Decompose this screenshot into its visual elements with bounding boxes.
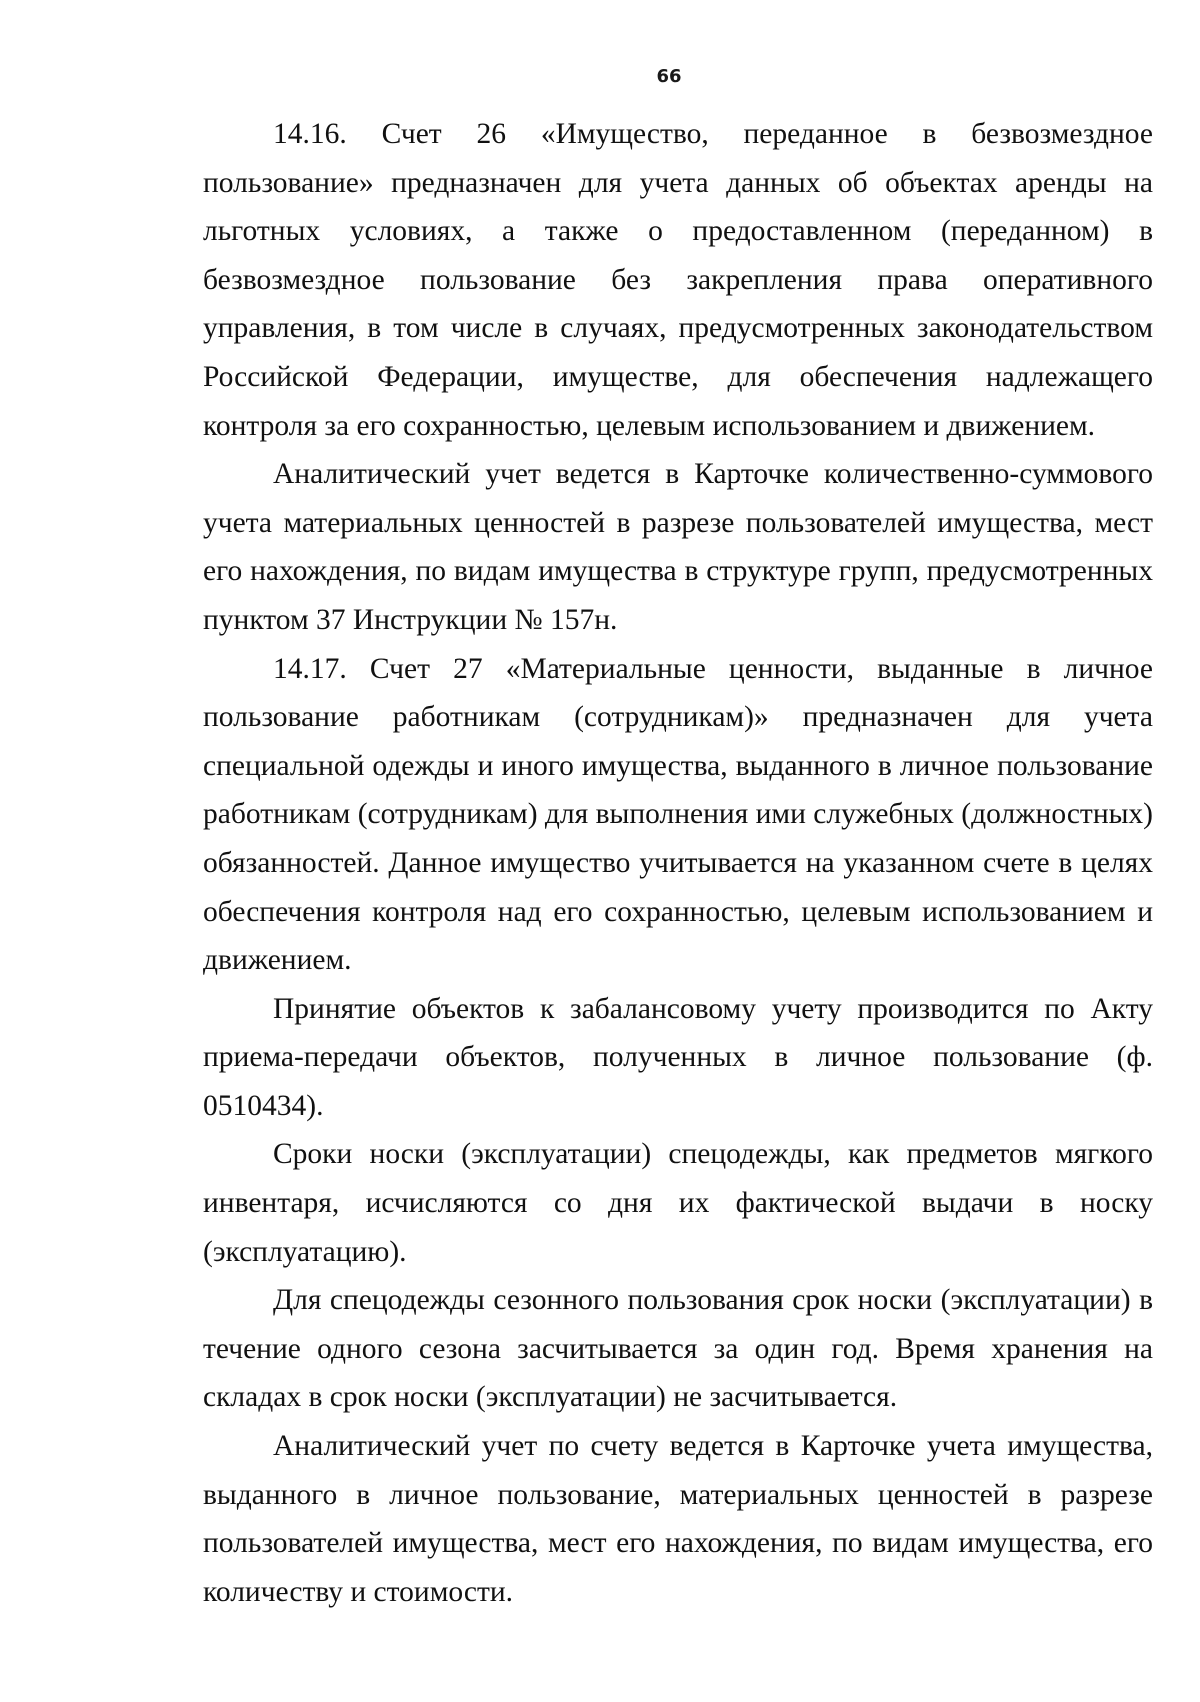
- page-number: 66: [656, 66, 682, 87]
- paragraph-analytic-account-27: Аналитический учет по счету ведется в Карточке учета имущества, выданного в личное пользование, материальных ценностей в разрезе пользователей имущества, мест его нахождения, по видам имущества, его количеству и стоимости.: [203, 1430, 1153, 1608]
- paragraph-analytic-account-26: Аналитический учет ведется в Карточке количественно-суммового учета материальных ценностей в разрезе пользователей имущества, мест его нахождения, по видам имущества в структуре групп, предусмотренных пунктом 37 Инструкции № 157н.: [203, 458, 1153, 636]
- paragraph-acceptance: Принятие объектов к забалансовому учету производится по Акту приема-передачи объектов, полученных в личное пользование (ф. 0510434).: [203, 992, 1153, 1122]
- paragraph-14-17: 14.17. Счет 27 «Материальные ценности, выданные в личное пользование работникам (сотрудникам)» предназначен для учета специальной одежды и иного имущества, выданного в личное пользование работникам (сотрудникам) для выполнения ими служебных (должностных) обязанностей. Данное имущество учитывается на указанном счете в целях обеспечения контроля над его сохранностью, целевым использованием и движением.: [203, 652, 1153, 977]
- paragraph-wear-periods: Сроки носки (эксплуатации) спецодежды, как предметов мягкого инвентаря, исчисляются со дня их фактической выдачи в носку (эксплуатацию).: [203, 1138, 1153, 1268]
- paragraph-14-16: 14.16. Счет 26 «Имущество, переданное в безвозмездное пользование» предназначен для учета данных об объектах аренды на льготных условиях, а также о предоставленном (переданном) в безвозмездное пользование без закрепления права оперативного управления, в том числе в случаях, предусмотренных законодательством Российской Федерации, имуществе, для обеспечения надлежащего контроля за его сохранностью, целевым использованием и движением.: [203, 118, 1153, 442]
- document-body: [203, 110, 1153, 1616]
- paragraph-seasonal-clothing: Для спецодежды сезонного пользования срок носки (эксплуатации) в течение одного сезона засчитывается за один год. Время хранения на складах в срок носки (эксплуатации) не засчитывается.: [203, 1284, 1153, 1414]
